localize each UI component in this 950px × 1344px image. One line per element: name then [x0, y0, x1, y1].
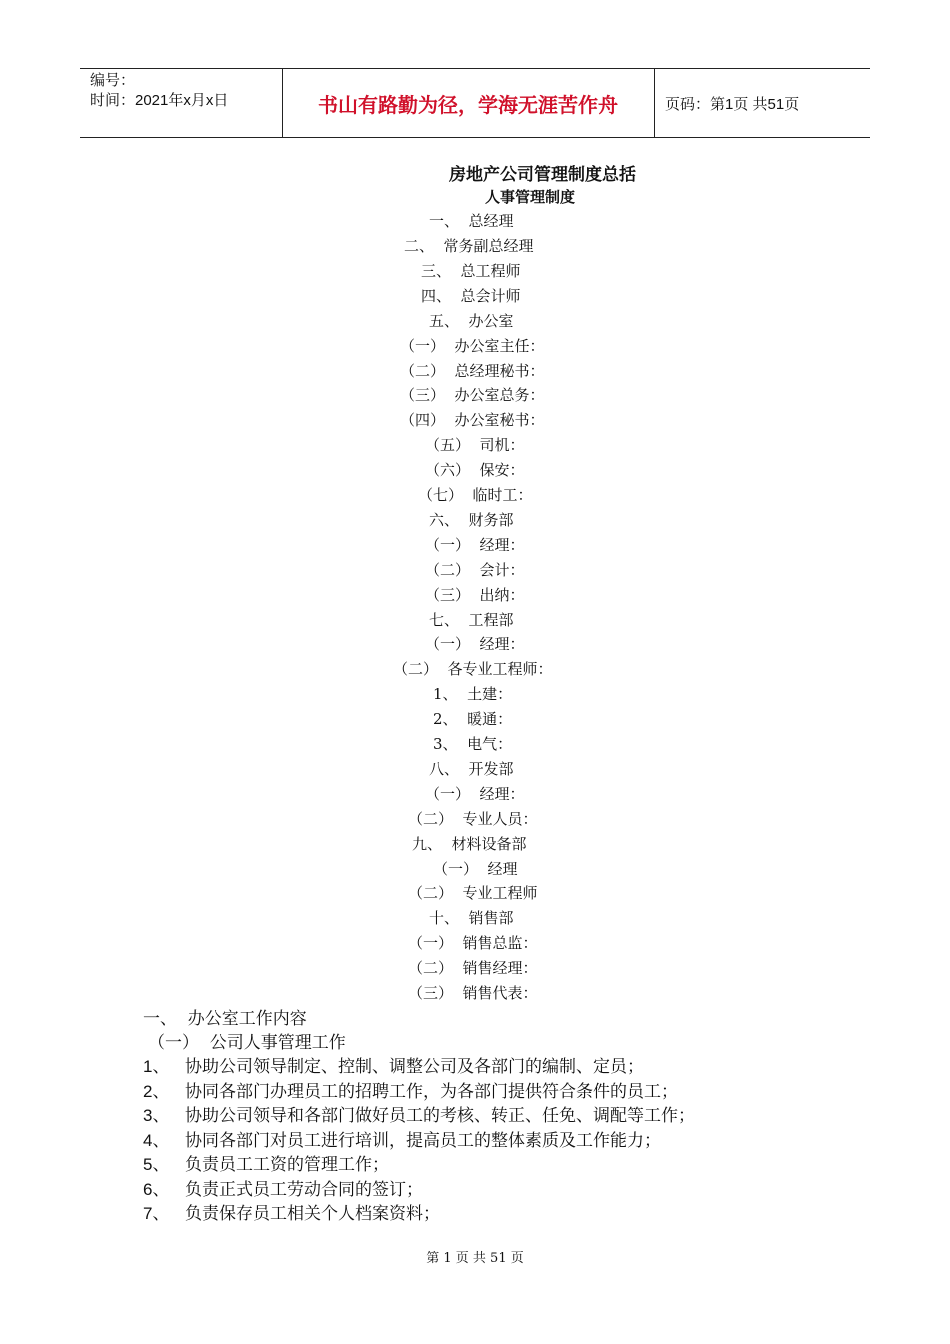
item-text: 负责员工工资的管理工作； — [185, 1155, 389, 1175]
item-number: 2、 — [143, 1082, 170, 1101]
toc-item: （二） 专业工程师 — [408, 884, 538, 902]
header-motto: 书山有路勤为径，学海无涯苦作舟 — [318, 92, 618, 117]
toc-item: （三） 出纳： — [425, 586, 525, 604]
toc-item: （三） 销售代表： — [408, 984, 538, 1002]
toc-item: （一） 办公室主任： — [400, 337, 545, 355]
section-subheading: （一） 公司人事管理工作 — [148, 1033, 346, 1053]
toc-item: 六、 财务部 — [429, 511, 514, 529]
toc-item: （一） 经理 — [433, 860, 518, 878]
toc-item: （一） 经理： — [425, 785, 525, 803]
page-footer: 第 1 页 共 51 页 — [426, 1251, 524, 1266]
toc-item: 七、 工程部 — [429, 611, 514, 629]
list-item — [143, 1056, 644, 1078]
item-number: 3、 — [143, 1106, 170, 1125]
document-header — [80, 68, 870, 138]
toc-item: （一） 经理： — [425, 635, 525, 653]
toc-item: （二） 销售经理： — [408, 959, 538, 977]
item-text: 协助公司领导和各部门做好员工的考核、转正、任免、调配等工作； — [185, 1106, 695, 1126]
item-text: 负责正式员工劳动合同的签订； — [185, 1180, 423, 1200]
toc-item: （六） 保安： — [425, 461, 525, 479]
toc-item: 五、 办公室 — [429, 312, 514, 330]
item-number: 4、 — [143, 1131, 170, 1150]
header-divider — [654, 69, 655, 137]
toc-item: 九、 材料设备部 — [412, 835, 527, 853]
list-item — [143, 1081, 678, 1103]
item-text: 协助公司领导制定、控制、调整公司及各部门的编制、定员； — [185, 1057, 644, 1077]
header-page-info: 页码：第1页 共51页 — [665, 95, 800, 113]
item-text: 协同各部门对员工进行培训，提高员工的整体素质及工作能力； — [185, 1131, 661, 1151]
item-text: 负责保存员工相关个人档案资料； — [185, 1204, 440, 1224]
toc-item: 2、 暖通： — [433, 710, 513, 728]
item-text: 协同各部门办理员工的招聘工作，为各部门提供符合条件的员工； — [185, 1082, 678, 1102]
list-item — [143, 1105, 695, 1127]
toc-item: 3、 电气： — [433, 735, 513, 753]
toc-item: （七） 临时工： — [418, 486, 533, 504]
list-item — [143, 1130, 661, 1152]
toc-item: （二） 专业人员： — [408, 810, 538, 828]
toc-item: 十、 销售部 — [429, 909, 514, 927]
document-title: 房地产公司管理制度总括 — [449, 165, 636, 185]
document-subtitle: 人事管理制度 — [485, 188, 576, 206]
number-label: 编号： — [90, 72, 136, 89]
toc-item: （五） 司机： — [425, 436, 525, 454]
toc-item: 二、 常务副总经理 — [404, 237, 534, 255]
toc-item: 八、 开发部 — [429, 760, 514, 778]
header-meta — [90, 71, 228, 111]
time-label: 时间：2021年x月x日 — [90, 92, 229, 109]
toc-item: （一） 经理： — [425, 536, 525, 554]
toc-item: （一） 销售总监： — [408, 934, 538, 952]
toc-item: 四、 总会计师 — [421, 287, 521, 305]
toc-item: 三、 总工程师 — [421, 262, 521, 280]
toc-item: （四） 办公室秘书： — [400, 411, 545, 429]
section-heading: 一、 办公室工作内容 — [143, 1009, 307, 1029]
toc-item: （二） 总经理秘书： — [400, 362, 545, 380]
list-item — [143, 1179, 423, 1201]
item-number: 5、 — [143, 1155, 170, 1174]
toc-item: （三） 办公室总务： — [400, 386, 545, 404]
toc-item: 一、 总经理 — [429, 212, 514, 230]
toc-item: （二） 会计： — [425, 561, 525, 579]
toc-item: 1、 土建： — [433, 685, 513, 703]
item-number: 1、 — [143, 1057, 170, 1076]
toc-item: （二） 各专业工程师： — [393, 660, 553, 678]
list-item — [143, 1154, 389, 1176]
item-number: 7、 — [143, 1204, 170, 1223]
item-number: 6、 — [143, 1180, 170, 1199]
list-item — [143, 1203, 440, 1225]
